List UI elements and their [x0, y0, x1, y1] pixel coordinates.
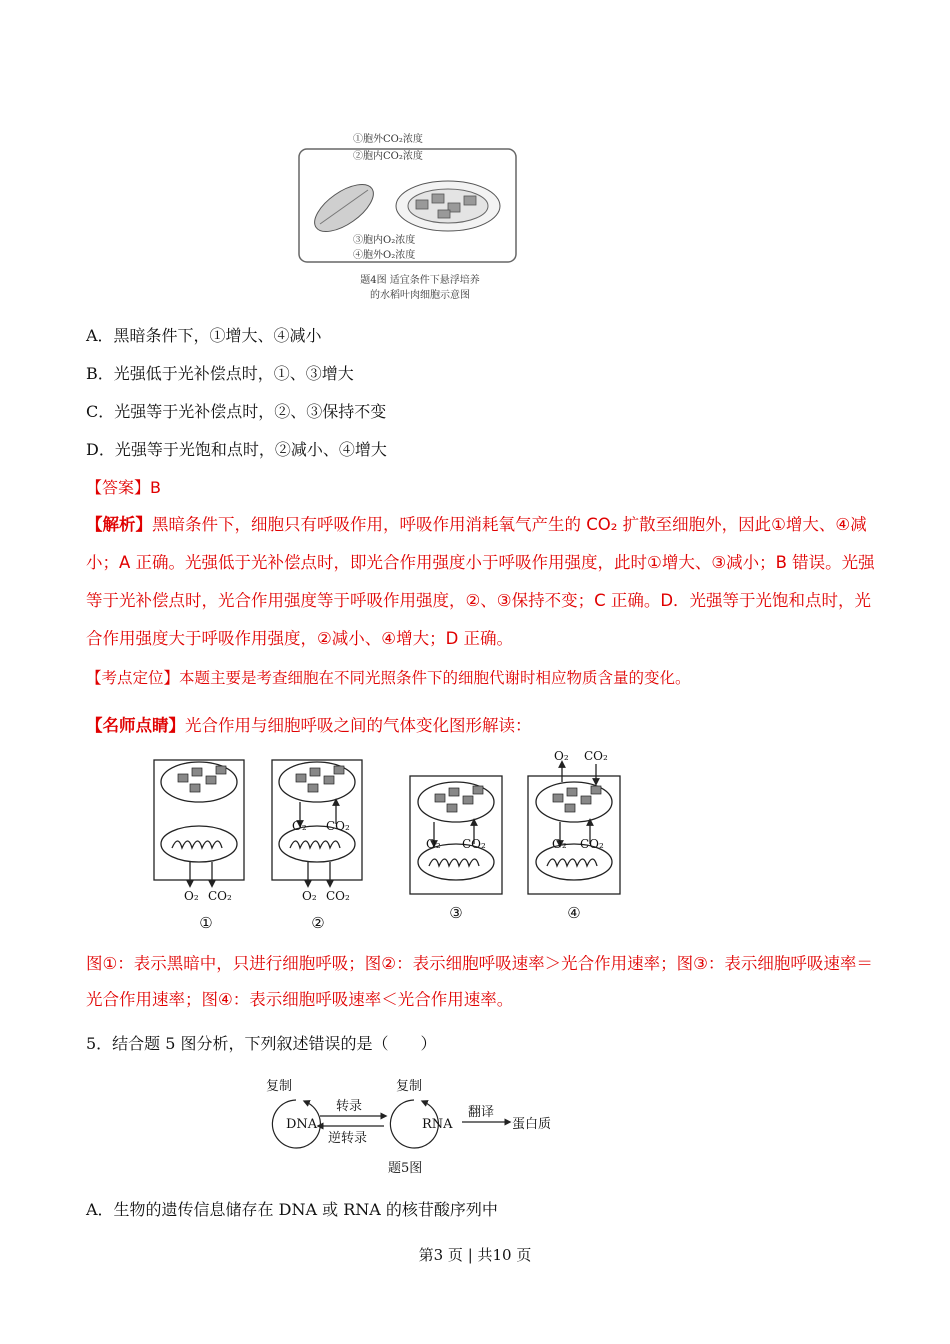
p2-co2-in: CO₂ — [326, 819, 350, 833]
option-d: D．光强等于光饱和点时，②减小、④增大 — [86, 440, 387, 459]
q5-stem: 5．结合题 5 图分析，下列叙述错误的是（ ） — [86, 1034, 437, 1053]
fig5-translation: 翻译 — [468, 1105, 495, 1120]
p1-co2: CO₂ — [208, 889, 232, 903]
fig4-caption-2: 的水稻叶肉细胞示意图 — [370, 290, 470, 301]
fig4-label-4: ④胞外O₂浓度 — [353, 250, 416, 261]
answer-value: B — [150, 478, 161, 497]
panel-label-1: ① — [199, 914, 213, 932]
analysis-text: 黑暗条件下，细胞只有呼吸作用，呼吸作用消耗氧气产生的 CO₂ 扩散至细胞外，因此①增大、④减小；A 正确。光强低于光补偿点时，即光合作用强度小于呼吸作用强度，此时①增大、③减小；B 错误。光强等于光补偿点时，光合作用强度等于呼吸作用强度，②、③保持不变；C 正确。D．光强等于光饱和点时，光合作用强度大于呼吸作用强度，②减小、④增大；D 正确。 — [86, 515, 875, 648]
gas-exchange-svg — [150, 744, 630, 940]
fig5-transcription: 转录 — [336, 1099, 363, 1114]
figure-5 — [256, 1078, 566, 1178]
mingshi-line — [86, 716, 532, 736]
p4-co2-out: CO₂ — [584, 749, 608, 763]
fig5-protein: 蛋白质 — [512, 1117, 552, 1132]
p4-co2-in: CO₂ — [580, 837, 604, 851]
fig4-label-3: ③胞内O₂浓度 — [353, 235, 416, 246]
fig4-label-2: ②胞内CO₂浓度 — [353, 151, 423, 162]
p4-o2-in: O₂ — [552, 837, 567, 851]
p3-co2: CO₂ — [462, 837, 486, 851]
fig5-rna: RNA — [422, 1117, 453, 1132]
option-b: B．光强低于光补偿点时，①、③增大 — [86, 364, 354, 383]
kaodian-line — [86, 668, 691, 688]
fig5-caption: 题5图 — [388, 1161, 423, 1176]
p2-o2-in: O₂ — [292, 819, 307, 833]
figure-5-diagram — [256, 1078, 566, 1178]
p4-o2-out: O₂ — [554, 749, 569, 763]
p2-co2-out: CO₂ — [326, 889, 350, 903]
kaodian-tag: 【考点定位】 — [86, 669, 180, 687]
panel-label-4: ④ — [567, 904, 581, 922]
answer-tag: 【答案】 — [86, 478, 151, 497]
panel-label-2: ② — [311, 914, 325, 932]
page-footer: 第3 页 | 共10 页 — [418, 1246, 532, 1264]
kaodian-text: 本题主要是考查细胞在不同光照条件下的细胞代谢时相应物质含量的变化。 — [179, 669, 691, 687]
fig4-label-1: ①胞外CO₂浓度 — [353, 134, 423, 145]
answer-line — [86, 478, 161, 498]
mingshi-tag: 【名师点睛】 — [86, 716, 185, 735]
option-a: A．黑暗条件下，①增大、④减小 — [86, 326, 322, 345]
p3-o2: O₂ — [426, 837, 441, 851]
p2-o2-out: O₂ — [302, 889, 317, 903]
option-c: C．光强等于光补偿点时，②、③保持不变 — [86, 402, 387, 421]
figure-4-diagram — [298, 128, 518, 308]
analysis-paragraph — [86, 506, 876, 658]
fig4-caption-1: 题4图 适宜条件下悬浮培养 — [360, 275, 480, 286]
p1-o2: O₂ — [184, 889, 199, 903]
fig5-copy-1: 复制 — [266, 1079, 293, 1094]
mingshi-text: 光合作用与细胞呼吸之间的气体变化图形解读： — [185, 716, 532, 735]
q5-option-a: A．生物的遗传信息储存在 DNA 或 RNA 的核苷酸序列中 — [86, 1200, 498, 1219]
analysis-tag: 【解析】 — [86, 515, 152, 534]
panel-label-3: ③ — [449, 904, 463, 922]
fig5-reverse: 逆转录 — [328, 1131, 368, 1146]
figure-4 — [298, 128, 518, 308]
fig5-copy-2: 复制 — [396, 1079, 423, 1094]
explain-paragraph: 图①：表示黑暗中，只进行细胞呼吸；图②：表示细胞呼吸速率＞光合作用速率；图③：表示细胞呼吸速率＝光合作用速率；图④：表示细胞呼吸速率＜光合作用速率。 — [86, 954, 873, 1009]
fig5-dna: DNA — [286, 1117, 318, 1132]
gas-exchange-diagram — [150, 744, 630, 940]
